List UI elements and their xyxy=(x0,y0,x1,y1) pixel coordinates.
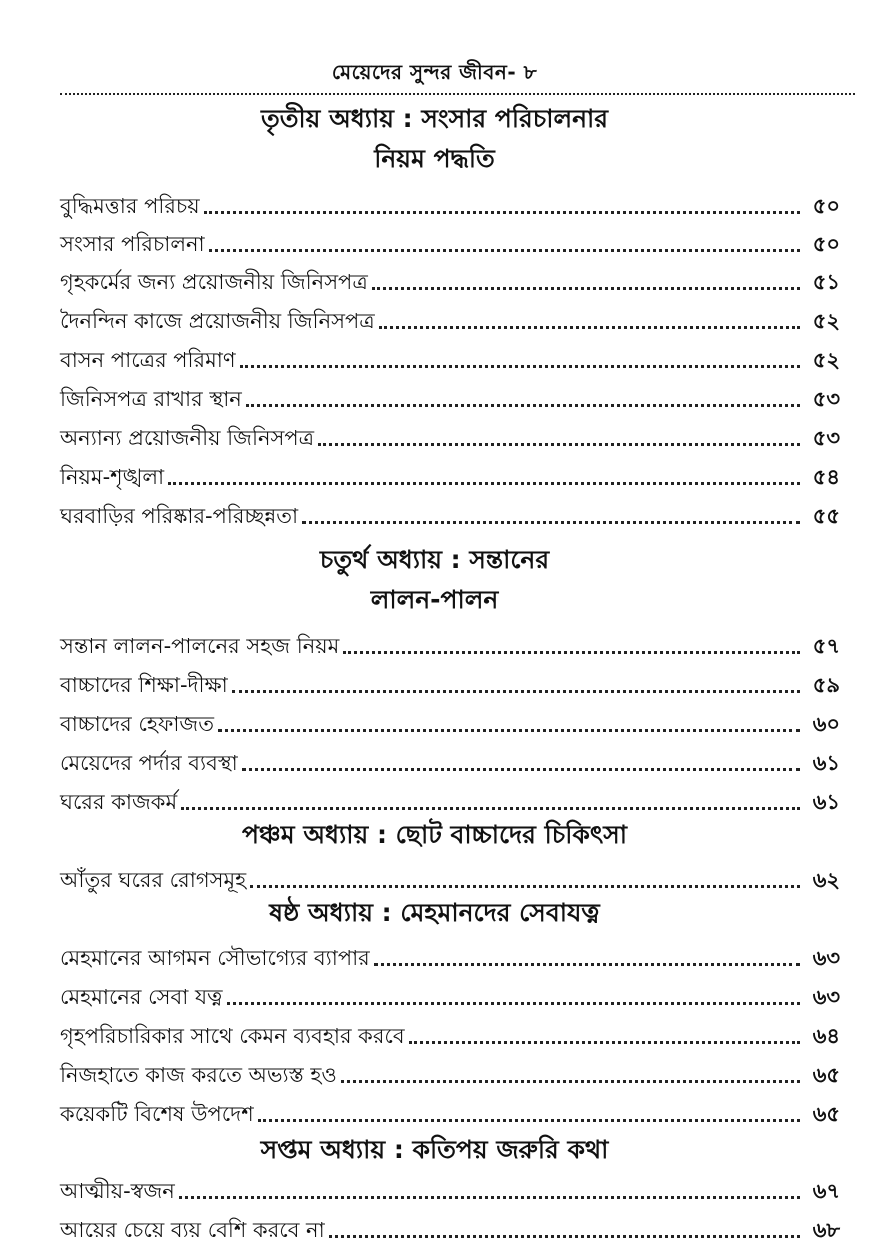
toc-title: মেহমানের আগমন সৌভাগ্যের ব্যাপার xyxy=(60,946,370,970)
toc-title: নিয়ম-শৃঙ্খলা xyxy=(60,465,165,489)
toc-entry xyxy=(60,498,840,530)
toc-title: দৈনন্দিন কাজে প্রয়োজনীয় জিনিসপত্র xyxy=(60,309,375,333)
chapter-heading: ষষ্ঠ অধ্যায় : মেহমানদের সেবাযত্ন xyxy=(269,898,600,927)
toc-page: ৬৫ xyxy=(812,1063,840,1087)
toc-page: ৬৫ xyxy=(812,1102,840,1126)
toc-entry xyxy=(60,667,840,699)
toc-title: নিজহাতে কাজ করতে অভ্যস্ত হও xyxy=(60,1063,337,1087)
dot-leader xyxy=(343,651,800,654)
dot-leader xyxy=(179,1196,800,1199)
toc-page: ৬২ xyxy=(812,868,840,892)
toc-page: ৫৯ xyxy=(812,673,840,697)
toc-entry xyxy=(60,940,840,972)
dot-leader xyxy=(209,249,800,252)
toc-entry xyxy=(60,706,840,738)
toc-title: জিনিসপত্র রাখার স্থান xyxy=(60,387,242,411)
toc-page: ৬৮ xyxy=(812,1218,840,1242)
chapter-heading: তৃতীয় অধ্যায় : সংসার পরিচালনার xyxy=(260,104,609,133)
toc-title: বুদ্ধিমত্তার পরিচয় xyxy=(60,194,200,218)
dot-leader xyxy=(168,482,800,485)
toc-page: ৬৪ xyxy=(812,1024,840,1048)
dot-leader xyxy=(181,807,800,810)
toc-page: ৫১ xyxy=(812,270,840,294)
dot-leader xyxy=(302,521,800,524)
toc-title: ঘরবাড়ির পরিষ্কার-পরিচ্ছন্নতা xyxy=(60,504,299,528)
dot-leader xyxy=(409,1041,800,1044)
toc-entry xyxy=(60,226,840,258)
dot-leader xyxy=(242,768,800,771)
toc-page: ৬৭ xyxy=(812,1179,840,1203)
chapter-heading: লালন-পালন xyxy=(370,585,499,614)
toc-title: মেহমানের সেবা যত্ন xyxy=(60,985,223,1009)
toc-entry xyxy=(60,188,840,220)
chapter-heading: সপ্তম অধ্যায় : কতিপয় জরুরি কথা xyxy=(260,1135,609,1164)
toc-entry xyxy=(60,862,840,894)
dot-leader xyxy=(374,963,800,966)
toc-title: কয়েকটি বিশেষ উপদেশ xyxy=(60,1102,254,1126)
dot-leader xyxy=(379,326,800,329)
dot-leader xyxy=(232,690,800,693)
header-rule xyxy=(60,93,855,95)
toc-entry xyxy=(60,264,840,296)
toc-page: ৬১ xyxy=(812,790,840,814)
toc-entry xyxy=(60,459,840,491)
toc-title: গৃহপরিচারিকার সাথে কেমন ব্যবহার করবে xyxy=(60,1024,405,1048)
toc-page: ৫৭ xyxy=(812,634,840,658)
toc-entry xyxy=(60,303,840,335)
dot-leader xyxy=(240,365,800,368)
toc-title: সংসার পরিচালনা xyxy=(60,232,205,256)
toc-title: মেয়েদের পর্দার ব্যবস্থা xyxy=(60,751,238,775)
toc-title: গৃহকর্মের জন্য প্রয়োজনীয় জিনিসপত্র xyxy=(60,270,368,294)
running-header: মেয়েদের সুন্দর জীবন- ৮ xyxy=(331,60,538,84)
toc-entry xyxy=(60,420,840,452)
toc-title: আয়ের চেয়ে ব্যয় বেশি করবে না xyxy=(60,1218,325,1242)
dot-leader xyxy=(341,1080,800,1083)
toc-entry xyxy=(60,1057,840,1089)
toc-entry xyxy=(60,1173,840,1205)
toc-entry xyxy=(60,1212,840,1244)
dot-leader xyxy=(329,1235,800,1238)
dot-leader xyxy=(372,287,800,290)
toc-title: আত্মীয়-স্বজন xyxy=(60,1179,175,1203)
chapter-heading: চতুর্থ অধ্যায় : সন্তানের xyxy=(319,545,550,574)
toc-title: বাসন পাত্রের পরিমাণ xyxy=(60,348,236,372)
toc-page: ৫৩ xyxy=(812,426,840,450)
toc-title: আঁতুর ঘরের রোগসমূহ xyxy=(60,868,247,892)
toc-page: ৫৪ xyxy=(812,465,840,489)
toc-entry xyxy=(60,628,840,660)
toc-entry xyxy=(60,381,840,413)
toc-page: ৬১ xyxy=(812,751,840,775)
toc-title: বাচ্চাদের হেফাজত xyxy=(60,712,214,736)
toc-page: ৬৩ xyxy=(812,985,840,1009)
toc-title: সন্তান লালন-পালনের সহজ নিয়ম xyxy=(60,634,340,658)
toc-page: ৫৫ xyxy=(812,504,840,528)
chapter-heading: নিয়ম পদ্ধতি xyxy=(374,144,495,173)
toc-title: বাচ্চাদের শিক্ষা-দীক্ষা xyxy=(60,673,228,697)
toc-entry xyxy=(60,1018,840,1050)
dot-leader xyxy=(204,211,800,214)
toc-entry xyxy=(60,979,840,1011)
toc-entry xyxy=(60,1096,840,1128)
toc-title: অন্যান্য প্রয়োজনীয় জিনিসপত্র xyxy=(60,426,315,450)
chapter-heading: পঞ্চম অধ্যায় : ছোট বাচ্চাদের চিকিৎসা xyxy=(241,820,628,849)
toc-entry xyxy=(60,745,840,777)
toc-page: ৬৩ xyxy=(812,946,840,970)
dot-leader xyxy=(318,443,800,446)
toc-title: ঘরের কাজকর্ম xyxy=(60,790,178,814)
toc-page: ৫২ xyxy=(812,348,840,372)
toc-page: ৬০ xyxy=(812,712,840,736)
dot-leader xyxy=(227,1002,800,1005)
toc-page: ৫০ xyxy=(812,232,840,256)
dot-leader xyxy=(258,1119,800,1122)
dot-leader xyxy=(218,729,800,732)
toc-page: ৫০ xyxy=(812,194,840,218)
dot-leader xyxy=(250,885,800,888)
toc-page: ৫২ xyxy=(812,309,840,333)
dot-leader xyxy=(246,404,800,407)
toc-entry xyxy=(60,342,840,374)
toc-entry xyxy=(60,784,840,816)
toc-page: ৫৩ xyxy=(812,387,840,411)
